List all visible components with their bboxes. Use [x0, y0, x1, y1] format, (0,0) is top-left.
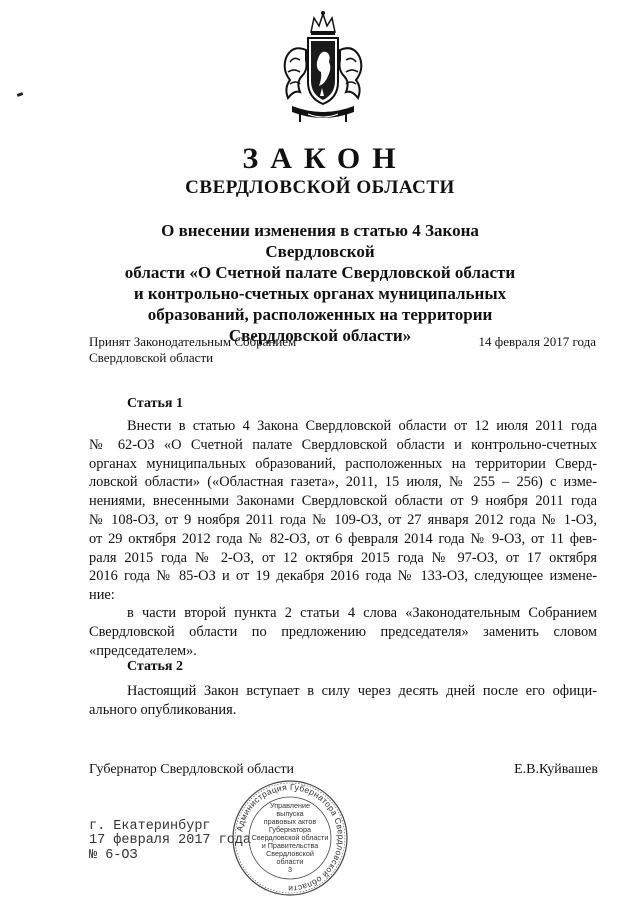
text-line: 2016 года № 85-ОЗ и от 19 декабря 2016 года № 133-ОЗ, следующее измене- — [89, 568, 597, 585]
adoption-line: Принят Законодательным Собранием — [89, 334, 297, 349]
svg-text:Администрация Губернатора Свер: Администрация Губернатора Свердловской области — [234, 781, 347, 895]
article-1-change-paragraph — [89, 604, 597, 660]
text-line: № 62-ОЗ «О Счетной палате Свердловской области и контрольно-счетных — [89, 436, 597, 453]
region-title: СВЕРДЛОВСКОЙ ОБЛАСТИ — [185, 177, 455, 198]
adoption-line: Свердловской области — [89, 350, 214, 365]
text-line: нениями, внесенными Законами Свердловской области от 9 ноября 2011 года — [89, 493, 597, 510]
seal-line: и Правительства — [261, 841, 319, 850]
seal-line: области — [276, 857, 304, 866]
seal-line: Свердловской — [266, 849, 314, 858]
subject-line: Свердловской области» — [228, 326, 412, 345]
subject-line: образований, расположенных на территории — [147, 305, 493, 324]
seal-line: Свердловской области — [251, 833, 329, 842]
registration-city: г. Екатеринбург — [89, 819, 211, 834]
subject-line: О внесении изменения в статью 4 Закона Свердловской — [161, 221, 479, 261]
official-seal — [225, 778, 355, 898]
law-subject — [110, 220, 530, 346]
subject-line: и контрольно-счетных органах муниципальных — [133, 284, 507, 303]
text-line: ловской области» («Областная газета», 2011, 15 июля, № 255 – 256) с изме- — [89, 474, 597, 491]
coat-of-arms-icon — [278, 10, 368, 128]
seal-line: 3 — [288, 865, 292, 874]
signatory-title: Губернатор Свердловской области — [89, 762, 294, 777]
registration-number: № 6-ОЗ — [89, 848, 138, 863]
seal-line: правовых актов — [263, 817, 317, 826]
text-line: ального опубликования. — [89, 701, 237, 718]
seal-line: Управление — [270, 801, 310, 810]
text-line: от 29 октября 2012 года № 82-ОЗ, от 6 февраля 2014 года № 9-ОЗ, от 11 фев- — [89, 530, 597, 547]
article-2-paragraph — [89, 682, 597, 720]
article-1-heading: Статья 1 — [127, 396, 183, 411]
adoption-info — [89, 334, 296, 366]
adoption-date: 14 февраля 2017 года — [478, 334, 596, 349]
stray-mark — [17, 92, 24, 97]
text-line: органах муниципальных образований, расположенных на территории Сверд- — [89, 455, 597, 472]
text-line: раля 2015 года № 2-ОЗ, от 12 октября 2015 года № 97-ОЗ, от 17 октября — [89, 549, 597, 566]
text-line: «председателем». — [89, 642, 197, 659]
text-line: ние: — [89, 587, 115, 604]
registration-date: 17 февраля 2017 года — [89, 833, 252, 848]
article-1-paragraph — [89, 417, 597, 605]
text-line: Свердловской области по предложению председателя» заменить словом — [89, 623, 597, 640]
text-line: Настоящий Закон вступает в силу через десять дней после его офици- — [127, 683, 597, 699]
text-line: в части второй пункта 2 статьи 4 слова «Законодательным Собранием — [127, 605, 597, 621]
law-title: ЗАКОН — [242, 142, 408, 175]
seal-line: выпуска — [276, 809, 304, 818]
text-line: № 108-ОЗ, от 9 ноября 2011 года № 109-ОЗ, от 27 января 2012 года № 1-ОЗ, — [89, 511, 597, 528]
subject-line: области «О Счетной палате Свердловской области — [124, 263, 516, 282]
article-2-heading: Статья 2 — [127, 659, 183, 674]
seal-line: Губернатора — [268, 825, 312, 834]
signatory-name: Е.В.Куйвашев — [514, 762, 598, 777]
text-line: Внести в статью 4 Закона Свердловской области от 12 июля 2011 года — [127, 418, 597, 434]
